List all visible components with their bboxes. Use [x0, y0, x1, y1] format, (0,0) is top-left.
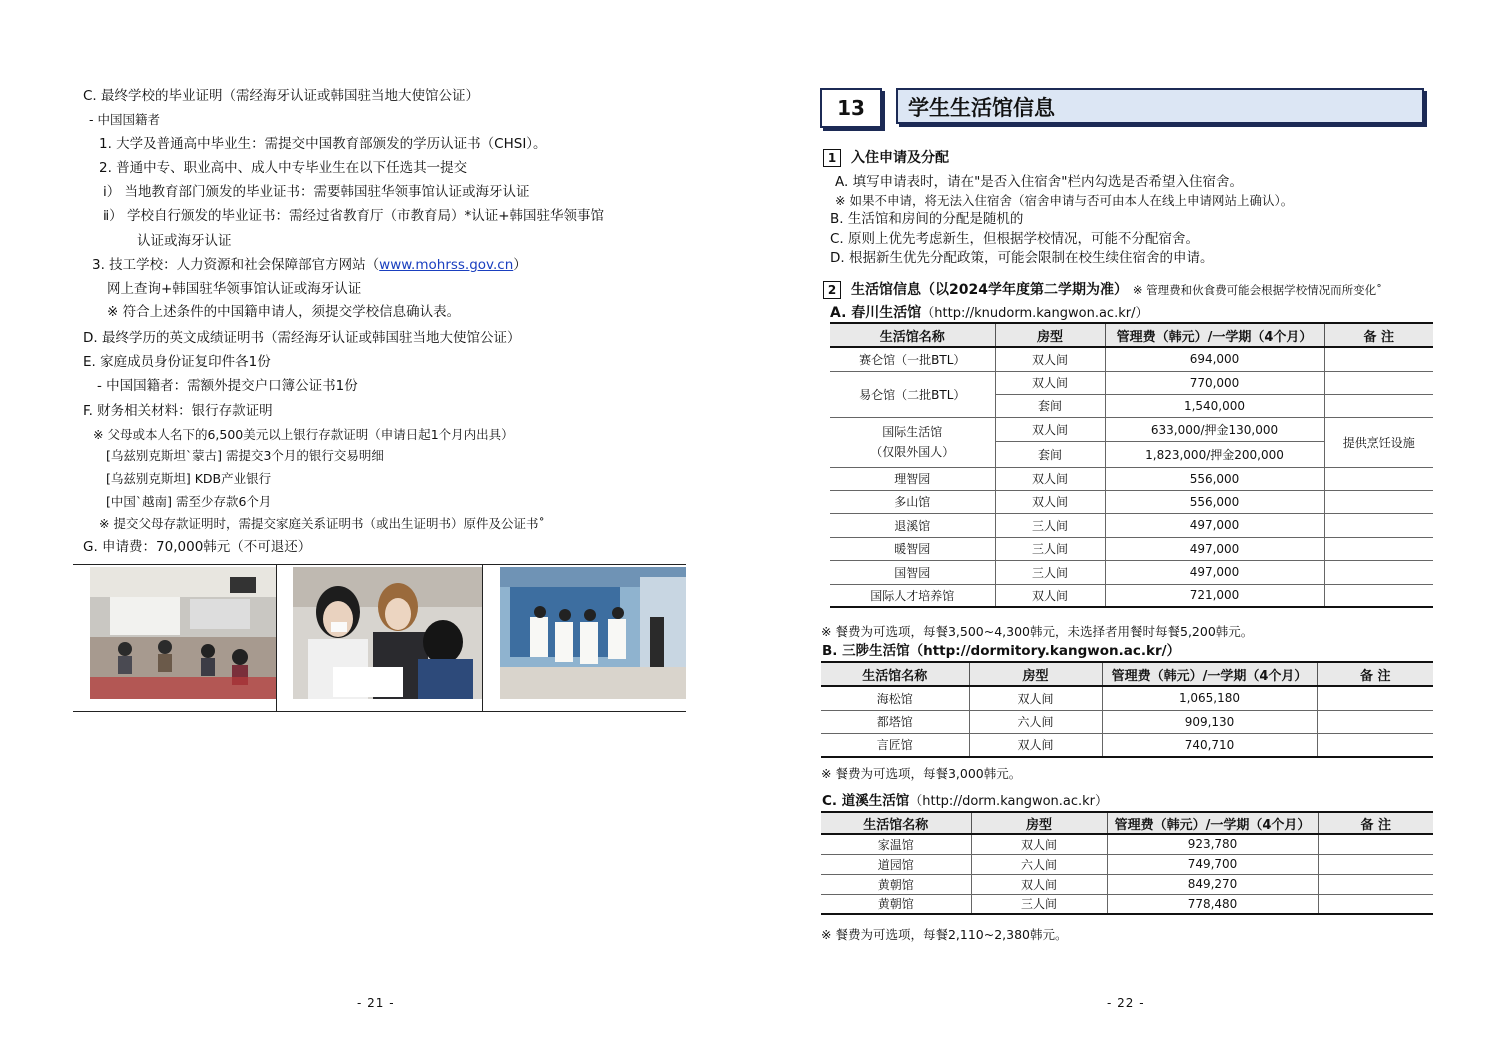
- item-f-uzb: [乌兹别克斯坦] KDB产业银行: [106, 471, 272, 486]
- fee: 556,000: [1105, 467, 1324, 490]
- photo-divider: [482, 565, 483, 711]
- dogye-table: [821, 811, 1433, 915]
- item-c-1: 1. 大学及普通高中毕业生：需提交中国教育部颁发的学历认证书（CHSI）。: [99, 136, 547, 152]
- item-f-note2: ※ 提交父母存款证明时，需提交家庭关系证明书（或出生证明书）原件及公证书˚: [99, 516, 545, 531]
- dorm-name: 道园馆: [821, 854, 971, 874]
- dogye-name: C. 道溪生活馆: [822, 793, 910, 809]
- note: [1324, 490, 1433, 513]
- table-row: [821, 854, 1433, 874]
- section-title: 学生生活馆信息: [896, 88, 1424, 124]
- sub1-line-c: C. 原则上优先考虑新生，但根据学校情况，可能不分配宿舍。: [830, 231, 1200, 247]
- dorm-name: 家温馆: [821, 834, 971, 854]
- col-header-note: 备 注: [1317, 662, 1433, 686]
- note: [1324, 560, 1433, 584]
- dorm-name: 都塔馆: [821, 710, 969, 733]
- note: [1317, 733, 1433, 757]
- room-type: 双人间: [969, 733, 1102, 757]
- note: [1324, 537, 1433, 560]
- table-row: [821, 834, 1433, 854]
- samcheok-footnote: ※ 餐费为可选项，每餐3,000韩元。: [821, 766, 1022, 781]
- note: [1318, 834, 1433, 854]
- fee: 497,000: [1105, 537, 1324, 560]
- chuncheon-table: [830, 322, 1433, 608]
- dorm-name: 赛仑馆（一批BTL）: [830, 347, 995, 371]
- room-type: 双人间: [971, 874, 1107, 894]
- dorm-name: 言匠馆: [821, 733, 969, 757]
- item-c-sub: - 中国国籍者: [89, 112, 160, 127]
- item-c-3-close: ）: [513, 257, 527, 273]
- room-type: 双人间: [995, 347, 1105, 371]
- table-row: [830, 417, 1433, 441]
- samcheok-label: B. 三陟生活馆（http://dormitory.kangwon.ac.kr/）: [822, 643, 1181, 659]
- dorm-name: 易仑馆（二批BTL）: [830, 371, 995, 417]
- item-d: D. 最终学历的英文成绩证明书（需经海牙认证或韩国驻当地大使馆公证）: [83, 330, 521, 346]
- subsection-2-number: 2: [823, 281, 841, 299]
- note: [1317, 686, 1433, 710]
- fee: 633,000/押金130,000: [1105, 417, 1324, 441]
- table-row: [830, 371, 1433, 394]
- fee: 770,000: [1105, 371, 1324, 394]
- room-type: 套间: [995, 441, 1105, 467]
- classroom-photo: [90, 567, 276, 699]
- fee: 849,270: [1107, 874, 1318, 894]
- right-page: [750, 0, 1500, 1061]
- note: [1324, 347, 1433, 371]
- room-type: 六人间: [971, 854, 1107, 874]
- subsection-1-heading: [823, 148, 949, 168]
- students-photo: [293, 567, 483, 699]
- subsection-2-title: 生活馆信息（以2024学年度第二学期为准）: [851, 282, 1128, 298]
- item-c-note: ※ 符合上述条件的中国籍申请人，须提交学校信息确认表。: [107, 304, 461, 320]
- photo-strip: [73, 564, 686, 712]
- col-header-name: 生活馆名称: [821, 662, 969, 686]
- chuncheon-label: [830, 303, 1148, 324]
- dorm-name-line2: （仅限外国人）: [870, 445, 955, 459]
- fee: 923,780: [1107, 834, 1318, 854]
- fee: 1,823,000/押金200,000: [1105, 441, 1324, 467]
- note: [1324, 513, 1433, 537]
- dorm-name: 海松馆: [821, 686, 969, 710]
- note: [1324, 394, 1433, 417]
- fee: 694,000: [1105, 347, 1324, 371]
- dorm-name: 退溪馆: [830, 513, 995, 537]
- fee: 497,000: [1105, 560, 1324, 584]
- item-c-2: 2. 普通中专、职业高中、成人中专毕业生在以下任选其一提交: [99, 160, 468, 176]
- room-type: 三人间: [971, 894, 1107, 914]
- col-header-name: 生活馆名称: [821, 812, 971, 834]
- room-type: 双人间: [995, 371, 1105, 394]
- col-header-type: 房型: [995, 323, 1105, 347]
- sub1-line-d: D. 根据新生优先分配政策，可能会限制在校生续住宿舍的申请。: [830, 250, 1214, 266]
- col-header-fee: 管理费（韩元）/一学期（4个月）: [1102, 662, 1317, 686]
- chuncheon-footnote: ※ 餐费为可选项，每餐3,500~4,300韩元，未选择者用餐时每餐5,200韩元。: [821, 624, 1254, 639]
- mohrss-link[interactable]: www.mohrss.gov.cn: [379, 257, 514, 273]
- sub1-line-note: ※ 如果不申请，将无法入住宿舍（宿舍申请与否可由本人在线上申请网站上确认）。: [835, 193, 1294, 208]
- col-header-fee: 管理费（韩元）/一学期（4个月）: [1107, 812, 1318, 834]
- fee: 778,480: [1107, 894, 1318, 914]
- dorm-name: 国智园: [830, 560, 995, 584]
- col-header-note: 备 注: [1324, 323, 1433, 347]
- item-c-3-text: 3. 技工学校：人力资源和社会保障部官方网站（: [92, 257, 380, 273]
- table-row: [821, 894, 1433, 914]
- dogye-label: [822, 791, 1108, 812]
- dorm-name: 理智园: [830, 467, 995, 490]
- col-header-fee: 管理费（韩元）/一学期（4个月）: [1105, 323, 1324, 347]
- samcheok-table: [821, 661, 1433, 758]
- table-row: [821, 686, 1433, 710]
- room-type: 双人间: [995, 490, 1105, 513]
- fee: 749,700: [1107, 854, 1318, 874]
- item-f-uzb-mng: [乌兹别克斯坦ˋ蒙古] 需提交3个月的银行交易明细: [106, 448, 384, 463]
- fee: 556,000: [1105, 490, 1324, 513]
- item-c-2-i: ⅰ） 当地教育部门颁发的毕业证书：需要韩国驻华领事馆认证或海牙认证: [103, 184, 530, 200]
- page-number-right: - 22 -: [1107, 996, 1145, 1010]
- item-c-3-cont: 网上查询+韩国驻华领事馆认证或海牙认证: [107, 281, 362, 297]
- fee: 1,065,180: [1102, 686, 1317, 710]
- col-header-type: 房型: [971, 812, 1107, 834]
- room-type: 六人间: [969, 710, 1102, 733]
- dorm-name: [830, 417, 995, 467]
- col-header-type: 房型: [969, 662, 1102, 686]
- col-header-note: 备 注: [1318, 812, 1433, 834]
- note: [1318, 874, 1433, 894]
- room-type: 三人间: [995, 560, 1105, 584]
- dorm-name: 黄朝馆: [821, 894, 971, 914]
- dorm-name-line1: 国际生活馆: [882, 425, 943, 439]
- page-number-left: - 21 -: [357, 996, 395, 1010]
- item-c-2-ii-cont: 认证或海牙认证: [137, 233, 232, 249]
- note: [1324, 467, 1433, 490]
- subsection-1-title: 入住申请及分配: [851, 150, 949, 166]
- fee: 721,000: [1105, 584, 1324, 607]
- sub1-line-a: A. 填写申请表时，请在"是否入住宿舍"栏内勾选是否希望入住宿舍。: [835, 174, 1243, 190]
- room-type: 三人间: [995, 513, 1105, 537]
- room-type: 套间: [995, 394, 1105, 417]
- dogye-footnote: ※ 餐费为可选项，每餐2,110~2,380韩元。: [821, 927, 1068, 942]
- section-number: 13: [820, 88, 882, 128]
- note: [1324, 371, 1433, 394]
- dorm-name: 国际人才培养馆: [830, 584, 995, 607]
- item-c-2-ii: ⅱ） 学校自行颁发的毕业证书：需经过省教育厅（市教育局）*认证+韩国驻华领事馆: [103, 208, 605, 224]
- item-f-note: ※ 父母或本人名下的6,500美元以上银行存款证明（申请日起1个月内出具）: [93, 427, 514, 442]
- note: [1318, 894, 1433, 914]
- room-type: 双人间: [969, 686, 1102, 710]
- chuncheon-url: （http://knudorm.kangwon.ac.kr/）: [921, 306, 1149, 321]
- dorm-name: 暖智园: [830, 537, 995, 560]
- note: [1324, 584, 1433, 607]
- table-row: [830, 347, 1433, 371]
- fee: 740,710: [1102, 733, 1317, 757]
- subsection-2-note: ※ 管理费和伙食费可能会根据学校情况而所变化˚: [1132, 283, 1382, 297]
- room-type: 双人间: [995, 417, 1105, 441]
- note: [1318, 854, 1433, 874]
- note: 提供烹饪设施: [1324, 417, 1433, 467]
- table-row: [830, 467, 1433, 490]
- note: [1317, 710, 1433, 733]
- table-row: [821, 874, 1433, 894]
- room-type: 双人间: [995, 584, 1105, 607]
- table-row: [821, 710, 1433, 733]
- item-g: G. 申请费：70,000韩元（不可退还）: [83, 539, 312, 555]
- fee: 1,540,000: [1105, 394, 1324, 417]
- room-type: 双人间: [971, 834, 1107, 854]
- item-f-cn-vn: [中国ˋ越南] 需至少存款6个月: [106, 494, 272, 509]
- item-e: E. 家庭成员身份证复印件各1份: [83, 354, 271, 370]
- item-c-3: [92, 255, 527, 275]
- photo-divider: [276, 565, 277, 711]
- item-c: C. 最终学校的毕业证明（需经海牙认证或韩国驻当地大使馆公证）: [83, 88, 480, 104]
- calligraphy-photo: [500, 567, 686, 699]
- table-row: [830, 537, 1433, 560]
- subsection-2-heading: [823, 280, 1382, 300]
- item-e-sub: - 中国国籍者：需额外提交户口簿公证书1份: [97, 378, 358, 394]
- dorm-name: 多山馆: [830, 490, 995, 513]
- dorm-name: 黄朝馆: [821, 874, 971, 894]
- col-header-name: 生活馆名称: [830, 323, 995, 347]
- table-row: [821, 733, 1433, 757]
- table-row: [830, 584, 1433, 607]
- fee: 909,130: [1102, 710, 1317, 733]
- room-type: 双人间: [995, 467, 1105, 490]
- table-row: [830, 490, 1433, 513]
- table-row: [830, 513, 1433, 537]
- subsection-1-number: 1: [823, 149, 841, 167]
- chuncheon-name: A. 春川生活馆: [830, 305, 922, 321]
- room-type: 三人间: [995, 537, 1105, 560]
- table-row: [830, 560, 1433, 584]
- dogye-url: （http://dorm.kangwon.ac.kr）: [909, 794, 1109, 809]
- sub1-line-b: B. 生活馆和房间的分配是随机的: [830, 211, 1024, 227]
- item-f: F. 财务相关材料：银行存款证明: [83, 403, 273, 419]
- fee: 497,000: [1105, 513, 1324, 537]
